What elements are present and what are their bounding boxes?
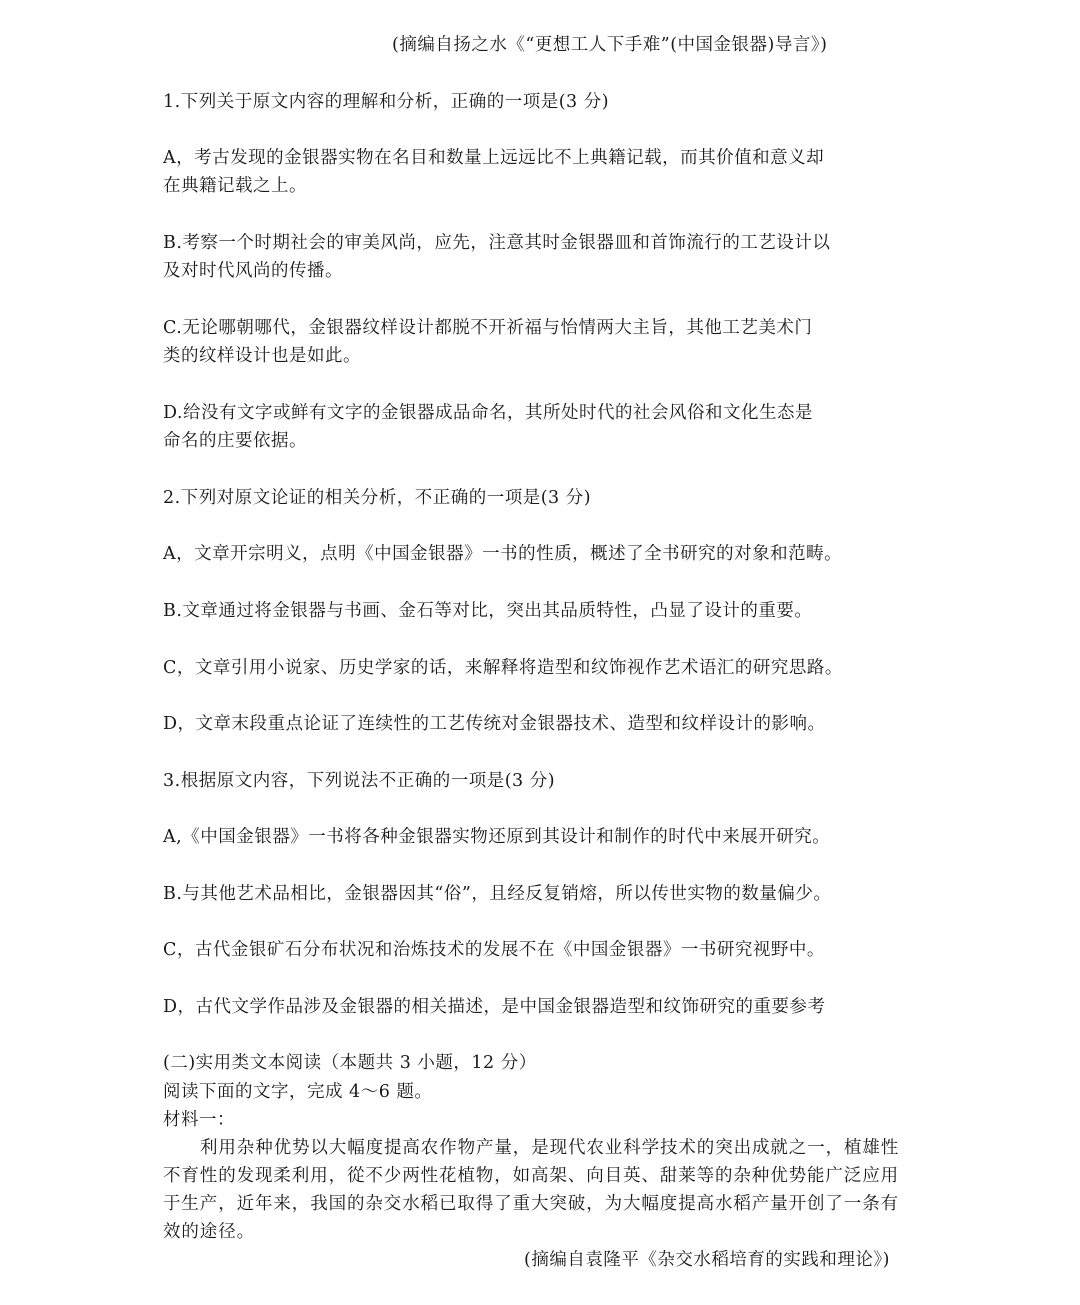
question-2-option-b: B.文章通过将金银器与书画、金石等对比，突出其品质特性，凸显了设计的重要。 [163,601,813,621]
question-3-stem: 3.根据原文内容，下列说法不正确的一项是(3 分) [163,771,556,791]
question-1-option-d-line-1: D.给没有文字或鲜有文字的金银器成品命名，其所处时代的社会风俗和文化生态是 [163,403,813,423]
question-3-option-d: D，古代文学作品涉及金银器的相关描述，是中国金银器造型和纹饰研究的重要参考 [163,997,826,1017]
question-1-option-b-line-1: B.考察一个时期社会的审美风尚，应先，注意其时金银器皿和首饰流行的工艺设计以 [163,233,831,253]
question-3-option-b: B.与其他艺术品相比，金银器因其“俗”，且经反复销熔，所以传世实物的数量偏少。 [163,884,832,904]
source-citation-top: (摘编自扬之水《“更想工人下手难”(中国金银器)导言》) [392,35,828,55]
question-1-stem: 1.下列关于原文内容的理解和分析，正确的一项是(3 分) [163,92,610,112]
material-1-paragraph-line-4: 效的途径。 [163,1222,255,1242]
question-2-option-a: A，文章开宗明义，点明《中国金银器》一书的性质，概述了全书研究的对象和范畴。 [163,544,843,564]
material-1-paragraph-line-1: 利用杂种优势以大幅度提高农作物产量，是现代农业科学技术的突出成就之一，植雄性 [200,1138,900,1158]
source-citation-bottom: (摘编自袁隆平《杂交水稻培育的实践和理论》) [524,1250,890,1270]
section-2-heading: (二)实用类文本阅读（本题共 3 小题，12 分） [163,1053,537,1073]
question-2-option-c: C，文章引用小说家、历史学家的话，来解释将造型和纹饰视作艺术语汇的研究思路。 [163,658,843,678]
question-1-option-a-line-1: A，考古发现的金银器实物在名目和数量上远远比不上典籍记载，而其价值和意义却 [163,148,825,168]
question-1-option-b-line-2: 及对时代风尚的传播。 [163,261,343,281]
section-2-instruction: 阅读下面的文字，完成 4～6 题。 [163,1082,433,1102]
question-1-option-a-line-2: 在典籍记载之上。 [163,176,307,196]
material-1-label: 材料一： [163,1110,235,1130]
question-1-option-d-line-2: 命名的庄要依据。 [163,431,307,451]
material-1-paragraph-line-3: 于生产，近年来，我国的杂交水稻已取得了重大突破，为大幅度提高水稻产量开创了一条有 [163,1194,899,1214]
question-2-option-d: D，文章末段重点论证了连续性的工艺传统对金银器技术、造型和纹样设计的影响。 [163,714,826,734]
question-3-option-a: A,《中国金银器》一书将各种金银器实物还原到其设计和制作的时代中来展开研究。 [163,827,831,847]
material-1-paragraph-line-2: 不育性的发现柔利用，從不少两性花植物，如高架、向目英、甜莱等的杂种优势能广泛应用 [163,1166,899,1186]
question-1-option-c-line-1: C.无论哪朝哪代，金银器纹样设计都脱不开祈福与怡情两大主旨，其他工艺美术门 [163,318,813,338]
question-3-option-c: C，古代金银矿石分布状况和治炼技术的发展不在《中国金银器》一书研究视野中。 [163,940,825,960]
question-1-option-c-line-2: 类的纹样设计也是如此。 [163,346,361,366]
question-2-stem: 2.下列对原文论证的相关分析，不正确的一项是(3 分) [163,488,592,508]
